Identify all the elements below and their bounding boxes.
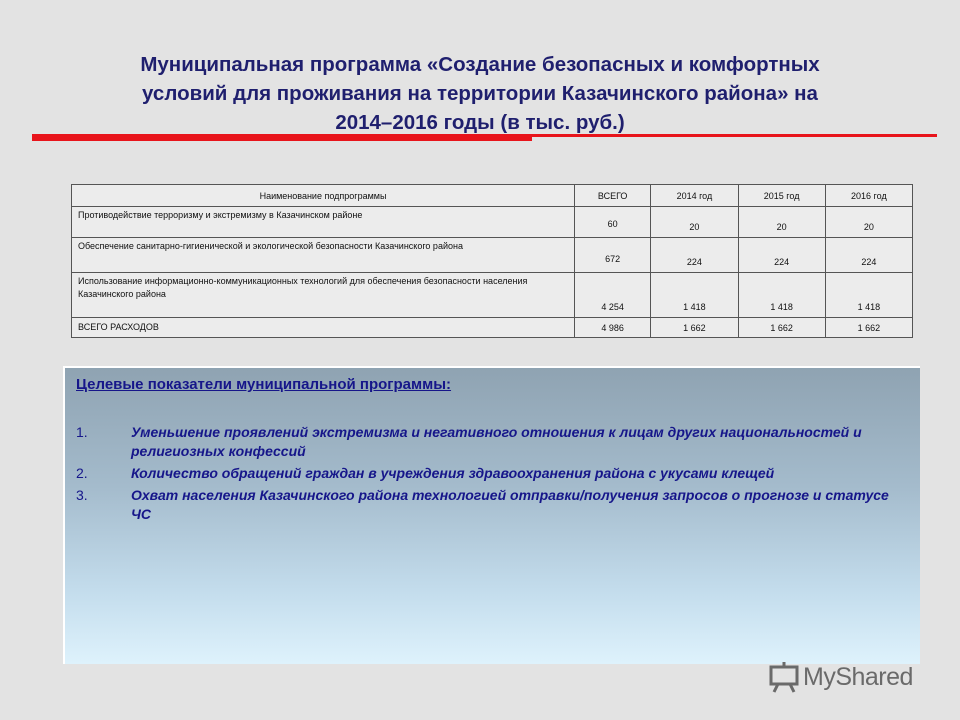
title-underline-accent xyxy=(32,134,532,141)
table-row xyxy=(72,207,913,238)
item-text: Количество обращений граждан в учреждения здравоохранения района с укусами клещей xyxy=(131,465,775,481)
list-item xyxy=(76,486,911,524)
subprogram-name: Противодействие терроризму и экстремизму в Казачинском районе xyxy=(72,207,575,238)
year-2014-cell: 1 418 xyxy=(651,273,738,318)
presentation-icon xyxy=(768,661,800,693)
list-item xyxy=(76,423,911,461)
total-cell: 60 xyxy=(575,207,651,238)
column-header: 2015 год xyxy=(738,185,825,207)
column-header: ВСЕГО xyxy=(575,185,651,207)
year-2015-cell: 1 662 xyxy=(738,318,825,338)
total-cell: 672 xyxy=(575,238,651,273)
table-row xyxy=(72,238,913,273)
title-line: 2014–2016 годы (в тыс. руб.) xyxy=(335,111,625,134)
item-number: 1. xyxy=(76,424,88,440)
column-header: 2016 год xyxy=(825,185,912,207)
column-header: Наименование подпрограммы xyxy=(72,185,575,207)
item-text: Охват населения Казачинского района технологией отправки/получения запросов о прогнозе и статусе ЧС xyxy=(131,487,889,522)
item-text: Уменьшение проявлений экстремизма и негативного отношения к лицам других национальностей и религиозных конфессий xyxy=(131,424,862,459)
total-label: ВСЕГО РАСХОДОВ xyxy=(72,318,575,338)
total-cell: 4 986 xyxy=(575,318,651,338)
year-2016-cell: 224 xyxy=(825,238,912,273)
item-number: 2. xyxy=(76,465,88,481)
table-row xyxy=(72,273,913,318)
page-title xyxy=(40,50,920,137)
table-header-row xyxy=(72,185,913,207)
year-2015-cell: 20 xyxy=(738,207,825,238)
subprogram-name: Использование информационно-коммуникационных технологий для обеспечения безопасности населения Казачинского района xyxy=(72,273,575,318)
watermark-text: MyShared xyxy=(803,662,913,691)
subprogram-name: Обеспечение санитарно-гигиенической и экологической безопасности Казачинского района xyxy=(72,238,575,273)
year-2015-cell: 1 418 xyxy=(738,273,825,318)
year-2015-cell: 224 xyxy=(738,238,825,273)
title-line: условий для проживания на территории Казачинского района» на xyxy=(142,82,818,105)
year-2014-cell: 224 xyxy=(651,238,738,273)
year-2014-cell: 1 662 xyxy=(651,318,738,338)
column-header: 2014 год xyxy=(651,185,738,207)
table-total-row xyxy=(72,318,913,338)
budget-table xyxy=(71,184,913,338)
item-number: 3. xyxy=(76,487,88,503)
year-2014-cell: 20 xyxy=(651,207,738,238)
year-2016-cell: 20 xyxy=(825,207,912,238)
year-2016-cell: 1 662 xyxy=(825,318,912,338)
targets-list xyxy=(76,423,911,527)
title-line: Муниципальная программа «Создание безопасных и комфортных xyxy=(140,53,820,76)
total-cell: 4 254 xyxy=(575,273,651,318)
list-item xyxy=(76,464,911,483)
watermark xyxy=(768,657,928,697)
targets-heading: Целевые показатели муниципальной программы: xyxy=(76,376,452,393)
year-2016-cell: 1 418 xyxy=(825,273,912,318)
targets-panel xyxy=(63,366,920,664)
